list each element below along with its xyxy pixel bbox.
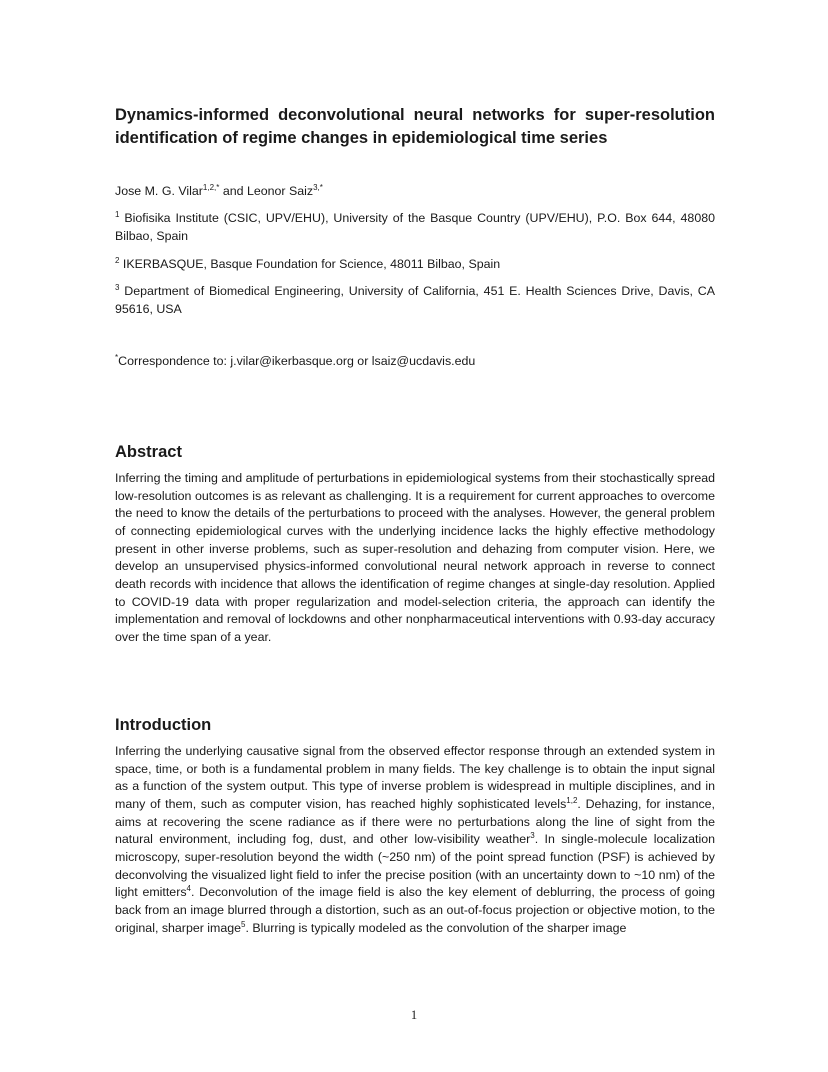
introduction-segment: . In single-molecule localization microscopy, super-resolution beyond the width (~250 nm) of the point spread function (PSF) is achieved by deconvolving the visualized light field to infer the precise position (with an uncertainty down to ~10 nm) of the light emitters — [115, 832, 715, 900]
introduction-segment: . Dehazing, for instance, aims at recovering the scene radiance as if there were no perturbations along the line of sight from the natural environment, including fog, dust, and other low-visibility weather — [115, 796, 715, 847]
author-name: Jose M. G. Vilar — [115, 184, 203, 198]
introduction-segment: Inferring the underlying causative signal from the observed effector response through an extended system in space, time, or both is a fundamental problem in many fields. The key challenge is to obtain the input signal as a function of the system output. This type of inverse problem is widespread in multiple disciplines, and in many of them, such as computer vision, has reached highly sophisticated levels — [115, 744, 715, 811]
author-affiliation-marker: 1,2,* — [202, 183, 220, 192]
citation-ref: 4 — [186, 884, 191, 894]
affiliation-text: IKERBASQUE, Basque Foundation for Science, 48011 Bilbao, Spain — [122, 257, 501, 271]
author-line — [115, 182, 715, 200]
affiliation-text: Biofisika Institute (CSIC, UPV/EHU), University of the Basque Country (UPV/EHU), P.O. Box 644, 48080 Bilbao, Spain — [115, 211, 715, 243]
introduction-segment: . Blurring is typically modeled as the convolution of the sharper image — [245, 920, 627, 935]
affiliation-marker: 1 — [115, 210, 120, 219]
abstract-heading: Abstract — [115, 443, 182, 461]
correspondence-marker: * — [115, 353, 119, 362]
author-name: Leonor Saiz — [246, 184, 314, 198]
abstract-text: Inferring the timing and amplitude of perturbations in epidemiological systems from their stochastically spread low-resolution outcomes is as relevant as challenging. It is a requirement for current approaches to overcome the need to know the details of the perturbations to proceed with the analyses. However, the general problem of connecting epidemiological curves with the underlying incidence lacks the highly effective methodology present in other inverse problems, such as super-resolution and dehazing from computer vision. Here, we develop an unsupervised physics-informed convolutional neural network approach in reverse to connect death records with incidence that allows the identification of regime changes at single-day resolution. Applied to COVID-19 data with proper regularization and model-selection criteria, the approach can identify the implementation and removal of lockdowns and other nonpharmaceutical interventions with 0.93-day accuracy over the time span of a year. — [115, 471, 715, 644]
affiliation-3 — [115, 282, 715, 318]
affiliation-1 — [115, 209, 715, 245]
affiliation-marker: 3 — [115, 283, 120, 292]
citation-ref: 5 — [241, 919, 246, 929]
introduction-text — [115, 743, 715, 937]
citation-ref: 3 — [530, 831, 535, 841]
affiliation-text: Department of Biomedical Engineering, University of California, 451 E. Health Sciences Drive, Davis, CA 95616, USA — [115, 284, 715, 316]
author-affiliation-marker: 3,* — [313, 183, 323, 192]
citation-ref: 1,2 — [566, 795, 578, 805]
correspondence — [115, 352, 715, 370]
correspondence-text: Correspondence to: j.vilar@ikerbasque.org or lsaiz@ucdavis.edu — [118, 354, 476, 368]
author-conjunction: and — [219, 184, 247, 198]
page-number: 1 — [410, 1008, 418, 1022]
paper-title: Dynamics-informed deconvolutional neural networks for super-resolution identification of regime changes in epidemiological time series — [115, 106, 715, 147]
introduction-heading: Introduction — [115, 716, 212, 734]
affiliation-2 — [115, 255, 715, 273]
introduction-segment: . Deconvolution of the image field is also the key element of deblurring, the process of going back from an image blurred through a distortion, such as an out-of-focus projection or objective motion, to the original, sharper image — [115, 885, 715, 935]
affiliation-marker: 2 — [115, 256, 120, 265]
